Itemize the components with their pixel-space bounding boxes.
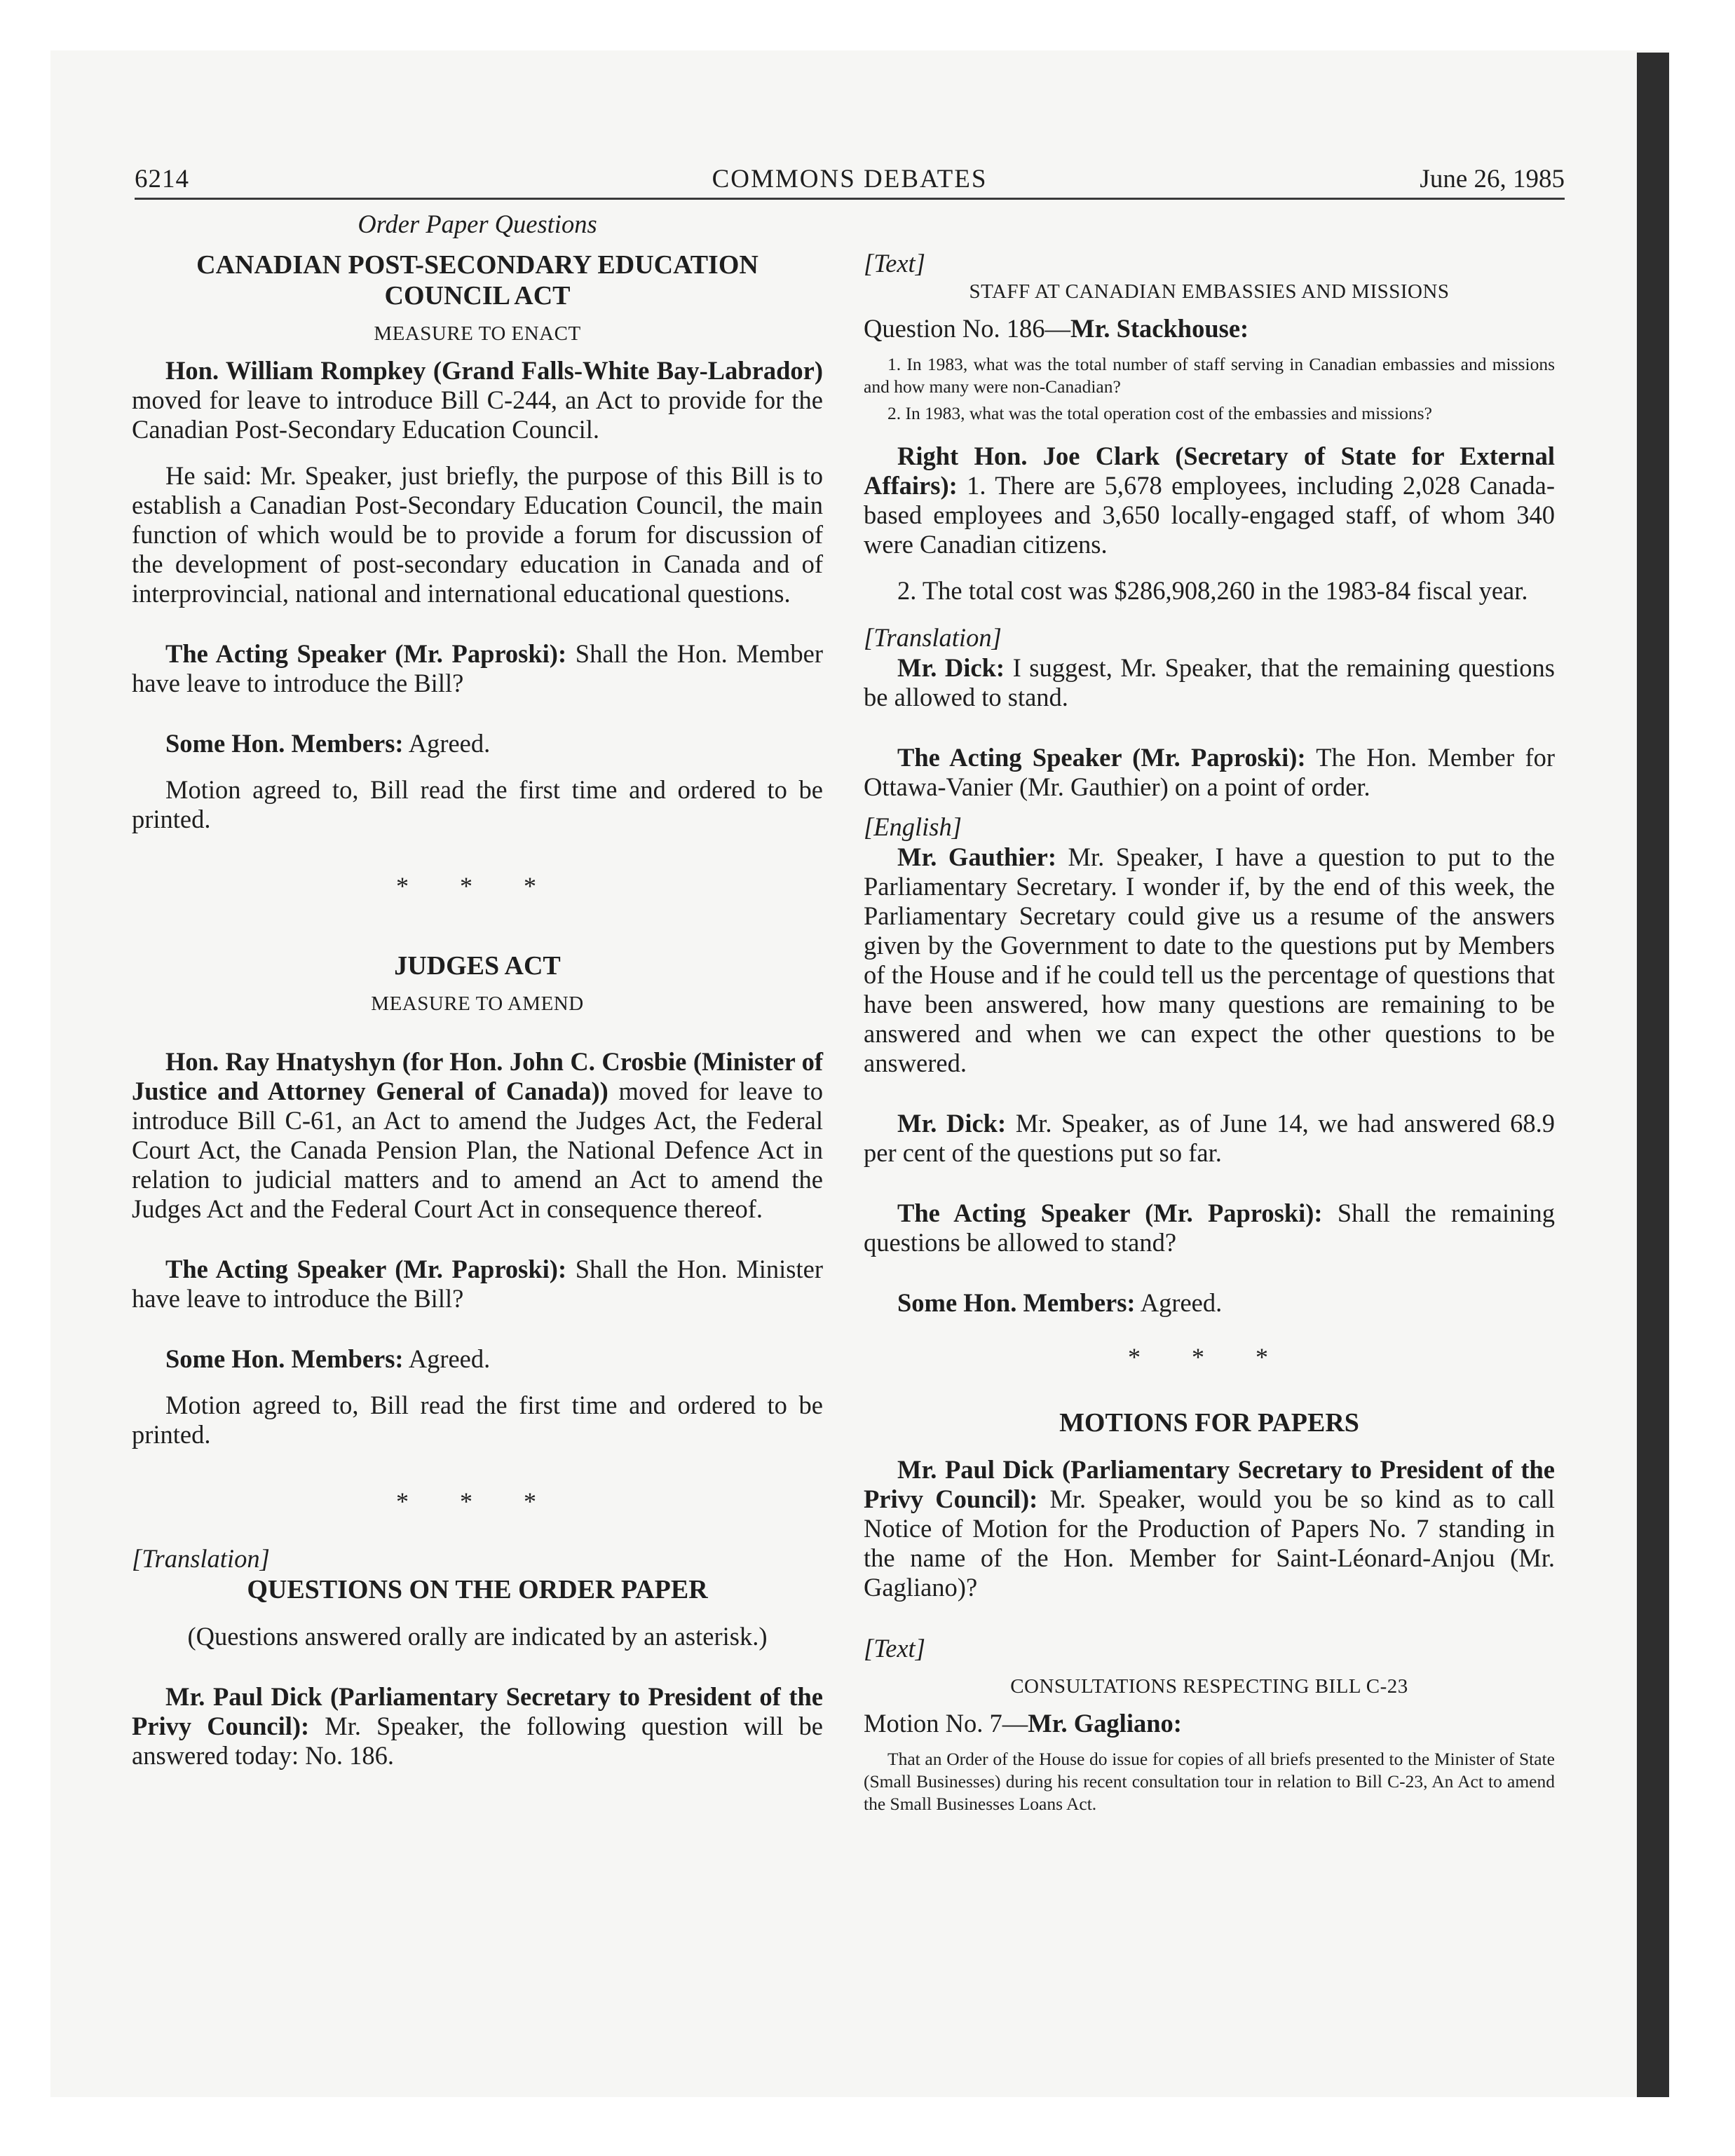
paragraph-text: Agreed. (403, 729, 491, 758)
speaker-name: The Acting Speaker (Mr. Paproski): (897, 743, 1306, 772)
paragraph-text: I suggest, Mr. Speaker, that the remaining questions be allowed to stand. (864, 653, 1555, 711)
order-paper-label: Order Paper Questions (358, 210, 597, 238)
staff-title: STAFF AT CANADIAN EMBASSIES AND MISSIONS (969, 280, 1450, 303)
motions-paragraph (864, 1455, 1555, 1602)
paragraph-text: Agreed. (1135, 1288, 1223, 1317)
speaker-name: Hon. Ray Hnatyshyn (for Hon. John C. Crosbie (Minister of Justice and Attorney General of Canada)) (132, 1047, 823, 1105)
page-header (135, 163, 1565, 200)
right-column (864, 209, 1555, 1815)
speaker-name: Mr. Paul Dick (Parliamentary Secretary to President of the Privy Council): (864, 1455, 1555, 1513)
language-tag: [Text] (864, 1634, 925, 1663)
bill2-paragraph-4: Motion agreed to, Bill read the first time and ordered to be printed. (132, 1391, 823, 1449)
paragraph-text: Mr. Speaker, I have a question to put to the Parliamentary Secretary. I wonder if, by the end of this week, the Parliamentary Secretary could give us a resume of the answers given by the Government to date to the questions put by Members of the House and if he could tell us the percentage of questions that have been answered, how many questions are remaining to be answered and when we can expect the other questions to be answered. (864, 842, 1555, 1077)
language-tag: [Text] (864, 249, 925, 278)
bill2-paragraph-3 (132, 1344, 823, 1374)
paragraph-text: Shall the remaining questions be allowed to stand? (864, 1199, 1555, 1257)
section-separator: * * * (1128, 1343, 1291, 1371)
speaker-name: The Acting Speaker (Mr. Paproski): (897, 1199, 1323, 1227)
publication-title: COMMONS DEBATES (712, 165, 988, 193)
motion-text: That an Order of the House do issue for copies of all briefs presented to the Minister of State (Small Businesses) during his recent consultation tour in relation to Bill C-23, An Act to amend the Small Businesses Loans Act. (864, 1749, 1555, 1814)
speaker-name: Mr. Dick: (897, 653, 1005, 682)
question-number: Question No. 186— (864, 314, 1071, 343)
acting-speaker-paragraph-2 (864, 1199, 1555, 1257)
motion-member: Mr. Gagliano: (1028, 1709, 1182, 1738)
paragraph-text: Mr. Speaker, the following question will be answered today: No. 186. (132, 1712, 823, 1770)
bill2-title: JUDGES ACT (394, 951, 561, 981)
bill2-paragraph-1 (132, 1047, 823, 1224)
speaker-name: Some Hon. Members: (165, 1344, 404, 1373)
paragraph-text: Mr. Speaker, as of June 14, we had answered 68.9 per cent of the questions put so far. (864, 1109, 1556, 1167)
gauthier-paragraph (864, 842, 1555, 1078)
bill1-title-line2: COUNCIL ACT (384, 281, 571, 311)
bill1-title-line1: CANADIAN POST-SECONDARY EDUCATION (196, 250, 758, 280)
bill2-subtitle: MEASURE TO AMEND (371, 992, 584, 1015)
paragraph-text: Shall the Hon. Minister have leave to introduce the Bill? (132, 1255, 824, 1313)
questions-paragraph (132, 1682, 823, 1770)
motion-number: Motion No. 7— (864, 1709, 1028, 1738)
speaker-name: Right Hon. Joe Clark (Secretary of State for External Affairs): (864, 442, 1555, 500)
paragraph-text: 1. There are 5,678 employees, including 2,028 Canada-based employees and 3,650 locally-engaged staff, of whom 340 were Canadian citizens. (864, 471, 1555, 559)
bill2-paragraph-2 (132, 1255, 823, 1314)
speaker-name: Hon. William Rompkey (Grand Falls-White Bay-Labrador) (165, 356, 823, 385)
speaker-name: The Acting Speaker (Mr. Paproski): (165, 639, 567, 668)
language-tag: [English] (864, 812, 962, 841)
motion-header (864, 1709, 1555, 1738)
left-column (132, 209, 823, 1770)
answer-paragraph-2: 2. The total cost was $286,908,260 in the 1983-84 fiscal year. (897, 576, 1528, 605)
paragraph-text: Shall the Hon. Member have leave to introduce the Bill? (132, 639, 824, 697)
question-header (864, 314, 1555, 343)
binding-edge (1637, 53, 1669, 2097)
speaker-name: Mr. Gauthier: (897, 842, 1057, 871)
members-agreed (864, 1288, 1555, 1318)
paragraph-text: The Hon. Member for Ottawa-Vanier (Mr. Gauthier) on a point of order. (864, 743, 1555, 801)
dick-paragraph-1 (864, 653, 1555, 712)
language-tag: [Translation] (864, 623, 1002, 652)
motions-title: MOTIONS FOR PAPERS (1059, 1408, 1359, 1438)
paragraph-text: moved for leave to introduce Bill C-244, an Act to provide for the Canadian Post-Secondary Education Council. (132, 386, 823, 444)
language-tag: [Translation] (132, 1544, 270, 1573)
question-member: Mr. Stackhouse: (1070, 314, 1249, 343)
speaker-name: Mr. Paul Dick (Parliamentary Secretary to President of the Privy Council): (132, 1682, 823, 1740)
paragraph-text: moved for leave to introduce Bill C-61, an Act to amend the Judges Act, the Federal Court Act, the Canada Pension Plan, the National Defence Act in relation to judicial matters and to amend an Act to amend the Judges Act and the Federal Court Act in consequence thereof. (132, 1077, 823, 1223)
section-separator: * * * (396, 872, 559, 900)
question-item-1: 1. In 1983, what was the total number of staff serving in Canadian embassies and missions and how many were non-Canadian? (864, 354, 1555, 397)
questions-note: (Questions answered orally are indicated by an asterisk.) (187, 1622, 768, 1651)
paragraph-text: Mr. Speaker, would you be so kind as to call Notice of Motion for the Production of Papers No. 7 standing in the name of the Hon. Member for Saint-Léonard-Anjou (Mr. Gagliano)? (864, 1485, 1556, 1602)
dick-paragraph-2 (864, 1109, 1555, 1168)
speaker-name: Mr. Dick: (897, 1109, 1007, 1138)
consultations-subtitle: CONSULTATIONS RESPECTING BILL C-23 (1010, 1675, 1408, 1698)
paragraph-text: Agreed. (403, 1344, 491, 1373)
answer-paragraph-1 (864, 442, 1555, 559)
bill1-subtitle: MEASURE TO ENACT (374, 322, 581, 345)
question-item-2: 2. In 1983, what was the total operation cost of the embassies and missions? (887, 403, 1432, 423)
section-separator: * * * (396, 1487, 559, 1515)
acting-speaker-paragraph-1 (864, 743, 1555, 802)
page-date: June 26, 1985 (1420, 165, 1565, 193)
bill1-paragraph-2: He said: Mr. Speaker, just briefly, the purpose of this Bill is to establish a Canadian Post-Secondary Education Council, the main function of which would be to provide a forum for discussion of the development of post-secondary education in Canada and of interprovincial, national and international educational questions. (132, 461, 823, 608)
page-number: 6214 (135, 165, 189, 193)
bill1-paragraph-5: Motion agreed to, Bill read the first time and ordered to be printed. (132, 775, 823, 833)
questions-title: QUESTIONS ON THE ORDER PAPER (247, 1575, 708, 1604)
bill1-paragraph-4 (132, 729, 823, 758)
bill1-paragraph-3 (132, 639, 823, 698)
bill1-paragraph-1 (132, 356, 823, 444)
speaker-name: Some Hon. Members: (897, 1288, 1136, 1317)
speaker-name: Some Hon. Members: (165, 729, 404, 758)
speaker-name: The Acting Speaker (Mr. Paproski): (165, 1255, 567, 1283)
